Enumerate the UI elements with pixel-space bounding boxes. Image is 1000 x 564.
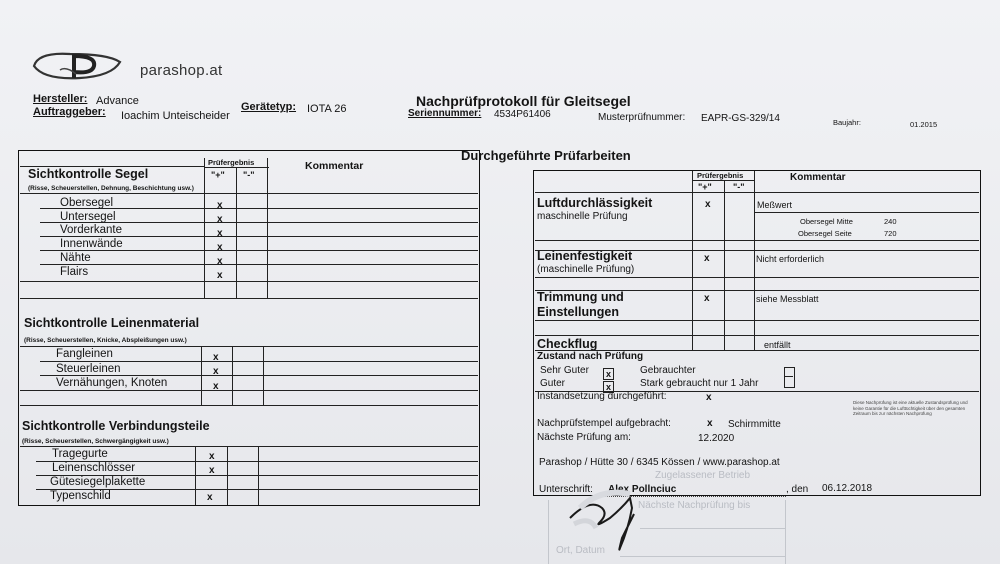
zustand-gebrauchter-checkbox [784,367,795,388]
geraetetyp-label: Gerätetyp: [241,101,297,113]
right-col-kommentar: Kommentar [790,172,846,183]
segel-item-mark: x [217,228,223,239]
musterpruefnummer-label: Musterprüfnummer: [598,112,686,123]
document-title: Nachprüfprotokoll für Gleitsegel [416,93,631,109]
unterschrift-name: Alex Pollnciuc [608,484,677,495]
segel-item-label: Untersegel [60,211,116,223]
trimmung-title-1: Trimmung und [537,290,624,304]
segel-item-label: Flairs [60,266,89,278]
leinenfest-title: Leinenfestigkeit [537,249,633,263]
trimmung-mark: x [704,293,710,304]
verbindung-title: Sichtkontrolle Verbindungsteile [22,419,210,433]
verbindung-item-label: Leinenschlösser [52,462,136,474]
left-col-plus: "+" [211,170,225,180]
unterschrift-label: Unterschrift: [539,484,593,495]
zustand-guter: Guter [540,378,566,389]
instand-label: Instandsetzung durchgeführt: [537,391,667,402]
segel-subtitle: (Risse, Scheuerstellen, Dehnung, Beschichtung usw.) [28,185,194,192]
segel-item-label: Obersegel [60,197,114,209]
leinen-item-label: Fangleinen [56,348,113,360]
left-col-minus: "-" [243,170,255,180]
section-title: Durchgeführte Prüfarbeiten [461,148,631,163]
ghost-zugelassen: Zugelassener Betrieb [655,470,751,481]
naechste-value: 12.2020 [698,433,735,444]
den-label: , den [786,484,809,495]
checkflug-comment: entfällt [764,340,791,350]
luft-comment: Meßwert [757,200,793,210]
luft-m1-label: Obersegel Mitte [800,217,853,226]
hersteller-label: Hersteller: [33,93,88,105]
leinen-subtitle: (Risse, Scheuerstellen, Knicke, Abspleißungen usw.) [24,337,187,344]
segel-item-label: Vorderkante [60,224,123,236]
segel-item-label: Nähte [60,252,91,264]
segel-item-label: Innenwände [60,238,123,250]
leinen-item-mark: x [213,381,219,392]
ghost-naechste: Nächste Nachprüfung bis [638,500,751,511]
luft-title: Luftdurchlässigkeit [537,196,653,210]
luft-mark: x [705,199,711,210]
hersteller-value: Advance [96,95,139,107]
baujahr-value: 01.2015 [910,120,938,129]
zustand-sehr-guter-checkbox: x [603,364,614,382]
luft-m1-value: 240 [884,217,897,226]
ghost-ort-datum: Ort, Datum [556,545,605,556]
leinenfest-subtitle: (maschinelle Prüfung) [537,264,635,275]
segel-item-mark: x [217,242,223,253]
segel-item-mark: x [217,200,223,211]
right-col-pruefergebnis: Prüfergebnis [697,171,744,180]
den-value: 06.12.2018 [822,483,873,494]
leinen-item-label: Vernähungen, Knoten [56,377,168,389]
right-col-minus: "-" [733,182,745,192]
right-col-plus: "+" [698,182,712,192]
verbindung-item-label: Typenschild [50,490,111,502]
auftraggeber-value: Ioachim Unteischeider [121,110,230,122]
zustand-title: Zustand nach Prüfung [537,351,644,362]
instand-value: x [706,392,712,403]
verbindung-item-mark: x [207,492,213,503]
left-col-pruefergebnis: Prüfergebnis [208,158,255,167]
luft-m2-value: 720 [884,229,897,238]
verbindung-item-label: Tragegurte [52,448,108,460]
checkflug-title: Checkflug [537,337,598,351]
disclaimer-note: Diese Nachprüfung ist eine aktuelle Zustandsprüfung und keine Garantie für die Lufttüchtigkeit über den gesamten Zeitraum bis zur nächsten Nachprüfung [853,400,968,416]
baujahr-label: Baujahr: [833,118,861,127]
seriennummer-value: 4534P61406 [494,109,551,120]
left-col-kommentar: Kommentar [305,160,364,172]
leinen-item-mark: x [213,352,219,363]
verbindung-item-label: Gütesiegelplakette [50,476,146,488]
verbindung-item-mark: x [209,465,215,476]
luft-m2-label: Obersegel Seite [798,229,852,238]
trimmung-comment: siehe Messblatt [756,294,819,304]
leinenfest-comment: Nicht erforderlich [756,254,825,264]
zustand-sehr-guter: Sehr Guter [540,365,589,376]
brand-name: parashop.at [140,62,223,79]
trimmung-title-2: Einstellungen [537,305,619,319]
zustand-gebrauchter: Gebrauchter [640,365,696,376]
verbindung-item-mark: x [209,451,215,462]
stempel-mark: x [707,418,713,429]
address: Parashop / Hütte 30 / 6345 Kössen / www.parashop.at [539,457,780,468]
parashop-logo-icon [30,48,125,84]
geraetetyp-value: IOTA 26 [307,103,347,115]
seriennummer-label: Seriennummer: [408,108,482,119]
leinen-title: Sichtkontrolle Leinenmaterial [24,316,200,330]
stempel-label: Nachprüfstempel aufgebracht: [537,418,671,429]
verbindung-subtitle: (Risse, Scheuerstellen, Schwergängigkeit usw.) [22,438,169,445]
luft-subtitle: maschinelle Prüfung [537,211,628,222]
segel-item-mark: x [217,270,223,281]
musterpruefnummer-value: EAPR-GS-329/14 [701,113,780,124]
stempel-value: Schirmmitte [728,419,781,430]
handwritten-signature [560,478,670,556]
naechste-label: Nächste Prüfung am: [537,432,631,443]
leinen-item-mark: x [213,366,219,377]
leinenfest-mark: x [704,253,710,264]
segel-title: Sichtkontrolle Segel [28,167,149,181]
leinen-item-label: Steuerleinen [56,363,121,375]
auftraggeber-label: Auftraggeber: [33,106,106,118]
zustand-stark: Stark gebraucht nur 1 Jahr [640,378,759,389]
zustand-guter-checkbox: x [603,377,614,395]
segel-item-mark: x [217,214,223,225]
segel-item-mark: x [217,256,223,267]
